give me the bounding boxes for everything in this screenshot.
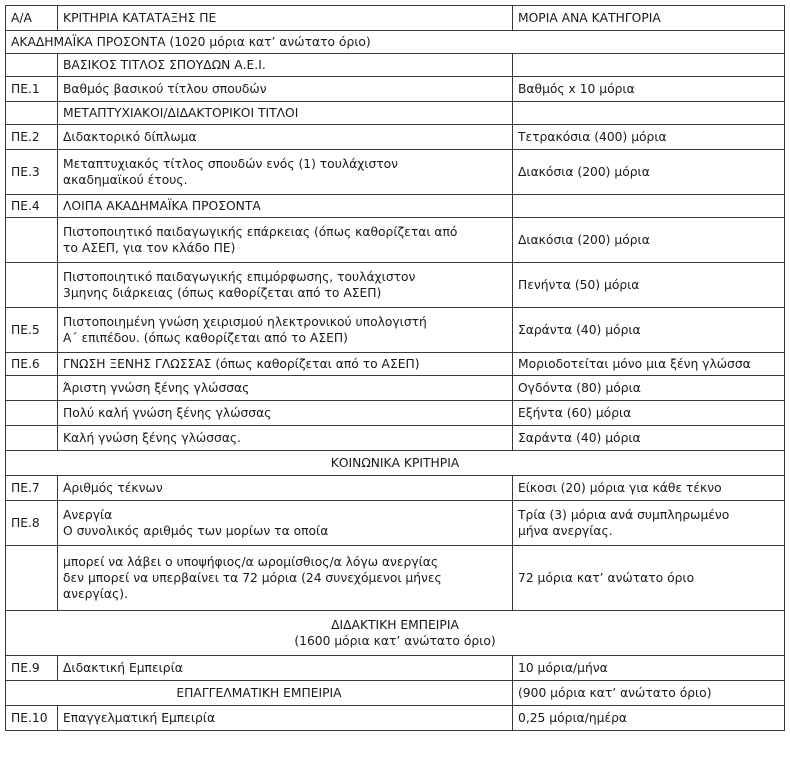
header-aa: Α/Α bbox=[6, 6, 58, 31]
section-limit-professional: (900 μόρια κατ’ ανώτατο όριο) bbox=[513, 681, 785, 706]
header-row bbox=[6, 6, 785, 31]
row-points: Μοριοδοτείται μόνο μια ξένη γλώσσα bbox=[513, 353, 785, 376]
row-label-line: Μεταπτυχιακός τίτλος σπουδών ενός (1) τουλάχιστον bbox=[63, 157, 399, 171]
row-code: ΠΕ.3 bbox=[6, 150, 58, 195]
section-row-professional bbox=[6, 681, 785, 706]
row-points: 72 μόρια κατ’ ανώτατο όριο bbox=[513, 546, 785, 611]
table-row bbox=[6, 476, 785, 501]
row-label-line: ακαδημαϊκού έτους. bbox=[63, 173, 188, 187]
row-points: Σαράντα (40) μόρια bbox=[513, 426, 785, 451]
row-points: Είκοσι (20) μόρια για κάθε τέκνο bbox=[513, 476, 785, 501]
row-label: Άριστη γνώση ξένης γλώσσας bbox=[58, 376, 513, 401]
row-points: Πενήντα (50) μόρια bbox=[513, 263, 785, 308]
header-points: ΜΟΡΙΑ ΑΝΑ ΚΑΤΗΓΟΡΙΑ bbox=[513, 6, 785, 31]
row-code: ΠΕ.7 bbox=[6, 476, 58, 501]
section-title-line: ΔΙΔΑΚΤΙΚΗ ΕΜΠΕΙΡΙΑ bbox=[331, 618, 459, 632]
row-label-line: 3μηνης διάρκειας (όπως καθορίζεται από το ΑΣΕΠ) bbox=[63, 286, 382, 300]
row-label bbox=[58, 308, 513, 353]
row-label: Αριθμός τέκνων bbox=[58, 476, 513, 501]
row-points: Διακόσια (200) μόρια bbox=[513, 218, 785, 263]
subheading-basic-degree: ΒΑΣΙΚΟΣ ΤΙΤΛΟΣ ΣΠΟΥΔΩΝ Α.Ε.Ι. bbox=[58, 54, 513, 77]
header-criteria: ΚΡΙΤΗΡΙΑ ΚΑΤΑΤΑΞΗΣ ΠΕ bbox=[58, 6, 513, 31]
row-label-line: μπορεί να λάβει ο υποψήφιος/α ωρομίσθιος/α λόγω ανεργίας bbox=[63, 555, 439, 569]
row-code: ΠΕ.10 bbox=[6, 706, 58, 731]
table-row bbox=[6, 706, 785, 731]
row-label-line: Πιστοποιητικό παιδαγωγικής επάρκειας (όπως καθορίζεται από bbox=[63, 225, 458, 239]
row-label bbox=[58, 501, 513, 546]
section-subtitle-line: (1600 μόρια κατ’ ανώτατο όριο) bbox=[294, 634, 496, 648]
table-row bbox=[6, 401, 785, 426]
row-label: Βαθμός βασικού τίτλου σπουδών bbox=[58, 77, 513, 102]
row-points-line: μήνα ανεργίας. bbox=[518, 524, 613, 538]
table-row bbox=[6, 77, 785, 102]
row-code: ΠΕ.9 bbox=[6, 656, 58, 681]
row-label bbox=[58, 546, 513, 611]
section-row-teaching bbox=[6, 611, 785, 656]
row-points: Σαράντα (40) μόρια bbox=[513, 308, 785, 353]
row-points-line: Τρία (3) μόρια ανά συμπληρωμένο bbox=[518, 508, 730, 522]
row-code: ΠΕ.6 bbox=[6, 353, 58, 376]
row-code: ΠΕ.4 bbox=[6, 195, 58, 218]
table-row bbox=[6, 656, 785, 681]
table-row bbox=[6, 263, 785, 308]
row-points: Ογδόντα (80) μόρια bbox=[513, 376, 785, 401]
row-label-line: Ανεργία bbox=[63, 508, 113, 522]
row-points: 10 μόρια/μήνα bbox=[513, 656, 785, 681]
row-label-line: Ο συνολικός αριθμός των μορίων τα οποία bbox=[63, 524, 329, 538]
row-label-line: δεν μπορεί να υπερβαίνει τα 72 μόρια (24 συνεχόμενοι μήνες bbox=[63, 571, 442, 585]
row-points: Βαθμός x 10 μόρια bbox=[513, 77, 785, 102]
section-row-academic bbox=[6, 31, 785, 54]
section-row-social bbox=[6, 451, 785, 476]
row-label-line: Πιστοποιητικό παιδαγωγικής επιμόρφωσης, τουλάχιστον bbox=[63, 270, 416, 284]
table-row bbox=[6, 376, 785, 401]
table-row bbox=[6, 426, 785, 451]
section-title-teaching bbox=[6, 611, 785, 656]
row-label: ΓΝΩΣΗ ΞΕΝΗΣ ΓΛΩΣΣΑΣ (όπως καθορίζεται από το ΑΣΕΠ) bbox=[58, 353, 513, 376]
section-title-professional: ΕΠΑΓΓΕΛΜΑΤΙΚΗ ΕΜΠΕΙΡΙΑ bbox=[6, 681, 513, 706]
row-label bbox=[58, 263, 513, 308]
row-label bbox=[58, 218, 513, 263]
row-points: Τετρακόσια (400) μόρια bbox=[513, 125, 785, 150]
row-code: ΠΕ.1 bbox=[6, 77, 58, 102]
row-label-line: ανεργίας). bbox=[63, 587, 128, 601]
table-row bbox=[6, 546, 785, 611]
subheading-postgrad: ΜΕΤΑΠΤΥΧΙΑΚΟΙ/ΔΙΔΑΚΤΟΡΙΚΟΙ ΤΙΤΛΟΙ bbox=[58, 102, 513, 125]
row-label: Διδακτική Εμπειρία bbox=[58, 656, 513, 681]
table-row bbox=[6, 218, 785, 263]
table-row bbox=[6, 54, 785, 77]
section-title-social: ΚΟΙΝΩΝΙΚΑ ΚΡΙΤΗΡΙΑ bbox=[6, 451, 785, 476]
row-label-line: το ΑΣΕΠ, για τον κλάδο ΠΕ) bbox=[63, 241, 236, 255]
table-row bbox=[6, 308, 785, 353]
table-row bbox=[6, 501, 785, 546]
row-points bbox=[513, 501, 785, 546]
row-label: Διδακτορικό δίπλωμα bbox=[58, 125, 513, 150]
row-label bbox=[58, 150, 513, 195]
row-code: ΠΕ.2 bbox=[6, 125, 58, 150]
row-points: Διακόσια (200) μόρια bbox=[513, 150, 785, 195]
table-row bbox=[6, 125, 785, 150]
row-label: ΛΟΙΠΑ ΑΚΑΔΗΜΑΪΚΑ ΠΡΟΣΟΝΤΑ bbox=[58, 195, 513, 218]
table-row bbox=[6, 102, 785, 125]
section-title-academic: ΑΚΑΔΗΜΑΪΚΑ ΠΡΟΣΟΝΤΑ (1020 μόρια κατ’ ανώτατο όριο) bbox=[6, 31, 785, 54]
row-label: Πολύ καλή γνώση ξένης γλώσσας bbox=[58, 401, 513, 426]
table-row bbox=[6, 150, 785, 195]
row-code: ΠΕ.5 bbox=[6, 308, 58, 353]
row-points: 0,25 μόρια/ημέρα bbox=[513, 706, 785, 731]
criteria-table bbox=[5, 5, 785, 731]
row-label: Καλή γνώση ξένης γλώσσας. bbox=[58, 426, 513, 451]
table-row bbox=[6, 353, 785, 376]
table-row bbox=[6, 195, 785, 218]
row-code: ΠΕ.8 bbox=[6, 501, 58, 546]
row-points: Εξήντα (60) μόρια bbox=[513, 401, 785, 426]
row-label: Επαγγελματική Εμπειρία bbox=[58, 706, 513, 731]
row-label-line: Πιστοποιημένη γνώση χειρισμού ηλεκτρονικού υπολογιστή bbox=[63, 315, 427, 329]
row-label-line: Α΄ επιπέδου. (όπως καθορίζεται από το ΑΣΕΠ) bbox=[63, 331, 348, 345]
